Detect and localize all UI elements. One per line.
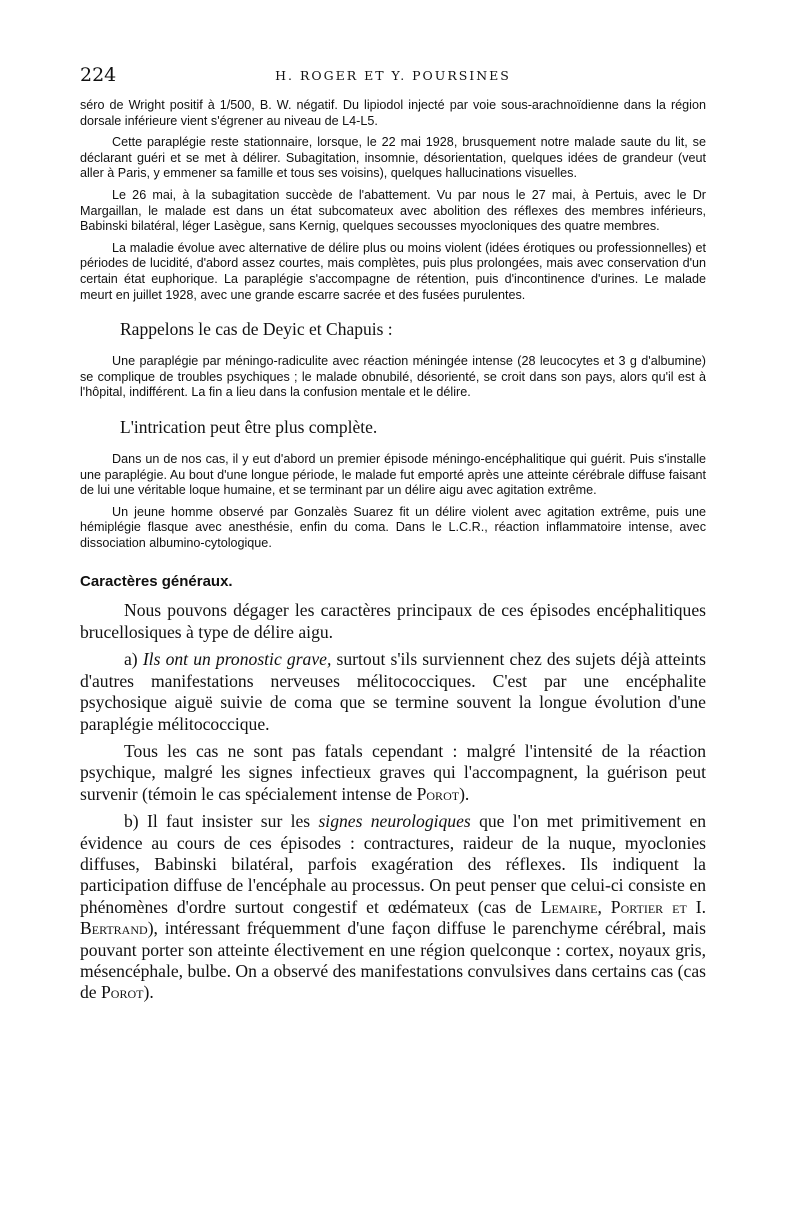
case-paragraph-1: séro de Wright positif à 1/500, B. W. négatif. Du lipiodol injecté par voie sous-arachnoïdienne dans la région dorsale inférieure vient s'égrener au niveau de L4-L5.: [80, 98, 706, 128]
case-paragraph-2: Cette paraplégie reste stationnaire, lorsque, le 22 mai 1928, brusquement notre malade saute du lit, se déclarant guéri et se met à délirer. Subagitation, insomnie, désorientation, quelques idées de grandeur (veut aller à Paris, y emmener sa famille et tous ses voisins), quelques hallucinations visuelles.: [80, 135, 706, 181]
point-b-text-start: Il faut insister sur les: [146, 811, 319, 832]
subhead-intrication: L'intrication peut être plus complète.: [120, 416, 378, 437]
intrication-paragraph-1: Dans un de nos cas, il y eut d'abord un premier épisode méningo-encéphalitique qui guérit. Puis s'installe une paraplégie. Au bout d'une longue période, le malade fut emporté après une atteinte cérébrale diffuse faisant de lui une véritable loque humaine, et se terminant par un délire aigu avec agitation extrême.: [80, 451, 706, 498]
intrication-paragraph-2: Un jeune homme observé par Gonzalès Suarez fit un délire violent avec agitation extrême, puis une hémiplégie flasque avec anesthésie, enfin du coma. Dans le L.C.R., réaction inflammatoire intense, avec dissociation albumino-cytologique.: [80, 504, 706, 550]
fatal-author-name: Porot: [416, 783, 460, 804]
point-b-emphasis: signes neurologiques: [318, 811, 471, 832]
general-intro-paragraph: Nous pouvons dégager les caractères principaux de ces épisodes encéphalitiques brucellosiques à type de délire aigu.: [80, 600, 706, 642]
point-b-author-name-2: Porot: [101, 982, 144, 1003]
deyic-paragraph: Une paraplégie par méningo-radiculite avec réaction méningée intense (28 leucocytes et 3 g d'albumine) se complique de troubles psychiques ; le malade obnubilé, désorienté, se croit dans son pays, alors qu'il est à l'hôpital, indifférent. La fin a lieu dans la confusion mentale et le délire.: [80, 354, 706, 400]
case-paragraph-4: La maladie évolue avec alternative de délire plus ou moins violent (idées érotiques ou professionnelles) et périodes de lucidité, d'abord assez courtes, mais complètes, puis plus prolongées, mais avec conservation d'un certain état euphorique. La paraplégie s'accompagne de rétention, puis d'incontinence d'urines. Le malade meurt en juillet 1928, avec une grande escarre sacrée et des fusées purulentes.: [80, 240, 706, 302]
section-title: Caractères généraux.: [80, 573, 233, 591]
point-b-text-mid: que l'on met primitivement en évidence au cours de ces épisodes : contractures, raideur de la nuque, myoclonies diffuses, Babinski bilatéral, parfois exagération des réflexes. Ils indiquent la participation diffuse de l'encéphale au processus. On peut penser que celui-ci consiste en phénomènes d'ordre surtout congestif et œdémateux (cas de: [80, 811, 706, 917]
subhead-deyic-chapuis: Rappelons le cas de Deyic et Chapuis :: [120, 319, 393, 340]
point-a-text: surtout s'ils surviennent chez des sujets déjà atteints d'autres manifestations nerveuses mélitococciques. C'est par une encéphalite psychosique aiguë suivie de coma que se termine souvent la longue évolution d'une paraplégie mélitococcique.: [80, 649, 706, 734]
page-number: 224: [80, 64, 117, 86]
running-head: [80, 64, 706, 88]
point-a-paragraph: [80, 649, 706, 735]
fatal-cases-paragraph: [80, 741, 706, 805]
running-title: H. ROGER ET Y. POURSINES: [275, 68, 511, 83]
point-b-label: b): [124, 811, 139, 832]
point-b-paragraph: [80, 811, 706, 1004]
point-b-author-names: Lemaire, Portier et I. Bertrand: [80, 896, 706, 939]
fatal-text-end: ).: [459, 783, 470, 804]
point-a-label: a): [124, 649, 138, 670]
point-b-text-end: ).: [143, 982, 154, 1003]
fatal-text-start: Tous les cas ne sont pas fatals cependant : malgré l'intensité de la réaction psychique, malgré les signes infectieux graves qui l'accompagnent, la guérison peut survenir (témoin le cas spécialement intense de: [80, 740, 706, 804]
point-a-emphasis: Ils ont un pronostic grave,: [142, 649, 332, 670]
case-paragraph-3: Le 26 mai, à la subagitation succède de l'abattement. Vu par nous le 27 mai, à Pertuis, avec le Dr Margaillan, le malade est dans un état subcomateux avec abolition des réflexes des membres inférieurs, Babinski bilatéral, léger Lasègue, sans Kernig, quelques secousses myocloniques des quatre membres.: [80, 187, 706, 234]
point-b-text-mid2: ), intéressant fréquemment d'une façon diffuse le parenchyme cérébral, mais pouvant porter son atteinte électivement en une région quelconque : cortex, noyaux gris, mésencéphale, bulbe. On a observé des manifestations convulsives dans certains cas (cas de: [80, 918, 706, 1003]
document-page: [80, 64, 706, 1004]
